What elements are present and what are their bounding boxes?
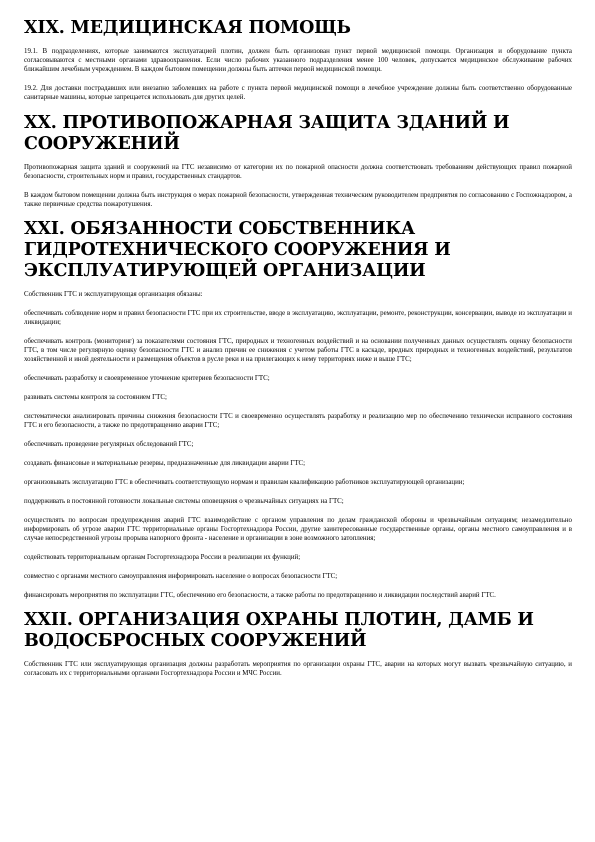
paragraph: содействовать территориальным органам Госгортехнадзора России в реализации их функций; <box>24 554 301 561</box>
paragraph: совместно с органами местного самоуправления информировать население о вопросах безопасности ГТС; <box>24 573 338 580</box>
section-title: XXII. ОРГАНИЗАЦИЯ ОХРАНЫ ПЛОТИН, ДАМБ И ВОДОСБРОСНЫХ СООРУЖЕНИЙ <box>24 610 534 651</box>
paragraph: 19.2. Для доставки пострадавших или внезапно заболевших на работе с пункта первой медицинской помощи в лечебное учреждение должны быть соответственно оборудованные санитарные машины, которые запрещается использовать для других целей. <box>24 85 572 101</box>
paragraph: обеспечивать контроль (мониторинг) за показателями состояния ГТС, природных и техногенных воздействий и на основании полученных данных осуществлять оценку безопасности ГТС, в том числе регулярную оценку безопасности ГТС и анализ причин ее снижения с учетом работы ГТС в каскаде, вредных природных и техногенных воздействий, результатов хозяйственной и иной деятельности и размещения объектов в русле реки и на прилегающих к нему территориях ниже и выше ГТС; <box>24 338 572 363</box>
section-title: XIX. МЕДИЦИНСКАЯ ПОМОЩЬ <box>24 18 351 38</box>
section-21-owner-duties <box>24 219 572 600</box>
section-22-dam-protection <box>24 610 572 678</box>
paragraph: поддерживать в постоянной готовности локальные системы оповещения о чрезвычайных ситуациях на ГТС; <box>24 498 344 505</box>
paragraph: развивать системы контроля за состоянием ГТС; <box>24 394 167 401</box>
document-page <box>24 18 572 688</box>
paragraph: 19.1. В подразделениях, которые занимаются эксплуатацией плотин, должен быть организован пункт первой медицинской помощи. Организация и оборудование пункта согласовываются с местными органами здравоохранения. Если число рабочих указанного подразделения менее 100 человек, допускается медицинское обслуживание рабочих ближайшим лечебным учреждением. В каждом бытовом помещении должны быть аптечки первой медицинской помощи. <box>24 48 572 73</box>
paragraph: создавать финансовые и материальные резервы, предназначенные для ликвидации аварии ГТС; <box>24 460 306 467</box>
paragraph: В каждом бытовом помещении должна быть инструкция о мерах пожарной безопасности, утвержденная техническим руководителем предприятия по согласованию с Госпожнадзором, а также первичные средства пожаротушения. <box>24 192 572 208</box>
section-19-medical-aid <box>24 18 572 102</box>
section-20-fire-protection <box>24 113 572 209</box>
paragraph: обеспечивать разработку и своевременное уточнение критериев безопасности ГТС; <box>24 375 270 382</box>
paragraph: Собственник ГТС или эксплуатирующая организация должны разработать мероприятия по организации охраны ГТС, аварии на которых могут вызвать чрезвычайную ситуацию, и согласовать их с территориальными органами Госгортехнадзора России и МЧС России. <box>24 661 572 677</box>
paragraph: финансировать мероприятия по эксплуатации ГТС, обеспечению его безопасности, а также работы по предотвращению и ликвидации последствий аварий ГТС. <box>24 592 496 599</box>
paragraph: Собственник ГТС и эксплуатирующая организация обязаны: <box>24 291 203 298</box>
paragraph: осуществлять по вопросам предупреждения аварий ГТС взаимодействие с органом управления по делам гражданской обороны и чрезвычайным ситуациям; незамедлительно информировать об угрозе аварии ГТС территориальные органы Госгортехнадзора России, другие заинтересованные государственные органы, органы местного самоуправления и в случае непосредственной угрозы прорыва напорного фронта - население и организации в зоне возможного затопления; <box>24 517 572 542</box>
section-title: XXI. ОБЯЗАННОСТИ СОБСТВЕННИКА ГИДРОТЕХНИЧЕСКОГО СООРУЖЕНИЯ И ЭКСПЛУАТИРУЮЩЕЙ ОРГАНИЗАЦИИ <box>24 219 451 281</box>
paragraph: обеспечивать соблюдение норм и правил безопасности ГТС при их строительстве, вводе в эксплуатацию, эксплуатации, ремонте, реконструкции, консервации, выводе из эксплуатации и ликвидации; <box>24 310 572 326</box>
paragraph: Противопожарная защита зданий и сооружений на ГТС независимо от категории их по пожарной опасности должна соответствовать требованиям действующих правил пожарной безопасности, строительных норм и правил, государственных стандартов. <box>24 164 572 180</box>
paragraph: организовывать эксплуатацию ГТС в обеспечивать соответствующую нормам и правилам квалификацию работников эксплуатирующей организации; <box>24 479 465 486</box>
section-title: XX. ПРОТИВОПОЖАРНАЯ ЗАЩИТА ЗДАНИЙ И СООРУЖЕНИЙ <box>24 113 510 154</box>
paragraph: систематически анализировать причины снижения безопасности ГТС и своевременно осуществлять разработку и реализацию мер по обеспечению технически исправного состояния ГТС и его безопасности, а также по предотвращению аварии ГТС; <box>24 413 572 429</box>
paragraph: обеспечивать проведение регулярных обследований ГТС; <box>24 441 194 448</box>
